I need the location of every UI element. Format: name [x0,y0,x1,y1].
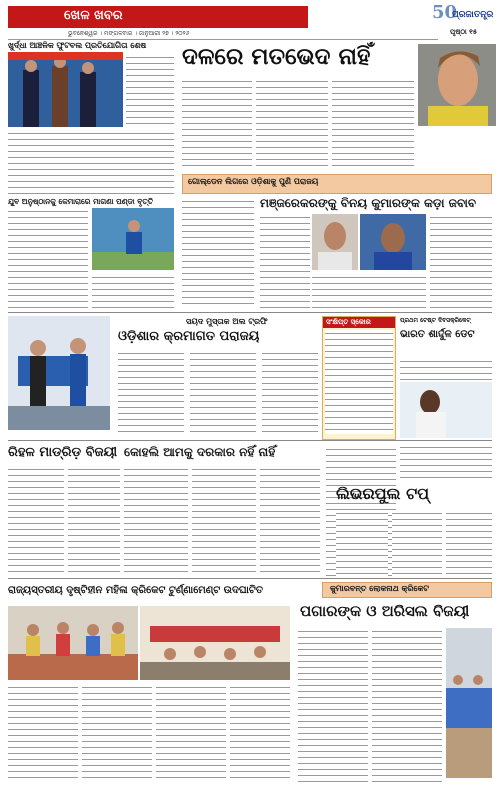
photo-vinay-kumar [360,214,426,270]
article-text [8,684,78,782]
article-text [336,510,388,576]
photo-player [92,208,174,270]
headline-s10: ପ୍ରଥମ ଟେଷ୍ଟ ଦିବସକ୍ରିକେଟ୍ [400,317,471,324]
logo-name: ପ୍ରଜାତନ୍ତ୍ର [452,10,494,20]
headline-s11: ରିହଳ ମାଡ୍ରିଡ଼ ବିଜୟୀ [8,445,118,460]
divider [8,578,492,579]
photo-trophy-art [8,316,110,430]
article-text [372,628,442,782]
headline-s13: ଲିଭରପୁଲ ଟପ୍ [336,484,430,503]
divider [8,440,492,441]
article-text [430,214,492,310]
newspaper-logo [432,2,494,28]
headline-s12: କୋହଲି ଆମକୁ ଦରକାର ନହିଁ ନାହିଁ [124,445,276,459]
photo-vinay-kumar-art [360,214,426,270]
headline-s6: ସୟଦ ମୁସ୍ତାକ ଅଲ ଟ୍ରଫି [186,317,268,326]
article-text [400,444,492,482]
article-text [92,274,174,308]
article-text [230,684,290,782]
score-box-title: ସଂକ୍ଷିପ୍ତ ସ୍କୋର [323,317,395,328]
headline-s16: କୁମାରବନ୍ତ ଲୋକନାଥ କ୍ରିକେଟ [330,584,429,593]
photo-manjrekar-art [312,214,358,270]
article-text [68,466,120,576]
photo-football-event [8,52,123,127]
article-text [124,466,188,576]
article-text [8,208,88,308]
photo-ceremony [140,606,290,680]
article-text [256,78,328,170]
article-text [126,54,174,126]
photo-trophy-presentation [8,316,110,430]
photo-ceremony-art [140,606,290,680]
photo-blind-cricket-art [8,606,138,680]
article-text [182,78,252,170]
article-text [118,350,184,434]
article-text [312,274,426,310]
photo-football-event-art [8,52,123,127]
article-text [298,628,368,782]
article-text [262,350,318,434]
article-text [332,78,414,170]
divider [8,312,492,313]
headline-s15: ପଗାରଙ୍କ ଓ ଅରିସଲ ବିଜୟୀ [300,602,470,620]
photo-bowler [400,382,492,438]
photo-player-art [92,208,174,270]
article-text [260,466,320,576]
article-text [260,214,310,310]
article-text [8,130,174,195]
headline-s3: ଯୁବ ଅନୁଷ୍ଠାନକୁ କେମାରାରେ ମାଗଣା ପଣ୍ଡା ବୃତ୍ତି [8,197,154,206]
article-text [446,510,492,576]
headline-s4: ଗୋଲ୍‌ଡେନ ଲିଗରେ ଓଡ଼ିଶାକୁ ପୁଣି ପରାଜୟ [188,177,319,186]
headline-s9: ଭାରତ ଶାର୍ଦ୍ଦୁଳ ଡେଟ [400,329,475,340]
score-box [322,316,396,440]
dateline: ଭୁବନେଶ୍ୱର । ମଙ୍ଗଳବାର । ଜାନୁଆରୀ ୨୭ । ୨୦୨୬ [8,30,438,40]
page-number: ପୃଷ୍ଠା ୧୫ [450,28,478,36]
photo-team-group-art [446,628,492,778]
score-text [325,330,393,434]
section-banner: ଖେଳ ଖବର [8,6,308,28]
article-text [82,684,152,782]
article-text [156,684,226,782]
logo-number: 50 [432,2,458,23]
photo-cricketer-art [418,44,496,126]
headline-s1: ଖୁର୍ଦ୍ଧା ଆଞ୍ଚଳିକ ଫୁଟବଲ ପ୍ରତିଯୋଗିତା ଶେଷ [8,41,147,50]
photo-cricketer [418,44,496,126]
photo-blind-cricket [8,606,138,680]
article-text [190,350,256,434]
photo-manjrekar [312,214,358,270]
article-text [8,466,64,576]
photo-bowler-art [400,382,492,438]
headline-s2: ଦଳରେ ମତଭେଦ ନାହିଁ [182,44,371,70]
article-text [192,466,256,576]
photo-team-group [446,628,492,778]
headline-s5: ମଞ୍ଜରେକରଙ୍କୁ ବିନୟ କୁମାରଙ୍କ କଡ଼ା ଜବାବ [260,196,477,210]
article-text [392,510,442,576]
article-text [182,198,254,306]
headline-s14: ରାଜ୍ୟସ୍ତରୀୟ ଦୃଷ୍ଟିହୀନ ମହିଳା କ୍ରିକେଟ ଟୁର୍ଣ୍ଣାମେଣ୍ଟ ଉଦଘାଟିତ [8,585,263,596]
headline-s7: ଓଡ଼ିଶାର କ୍ରମାଗତ ପରାଜୟ [118,329,260,344]
